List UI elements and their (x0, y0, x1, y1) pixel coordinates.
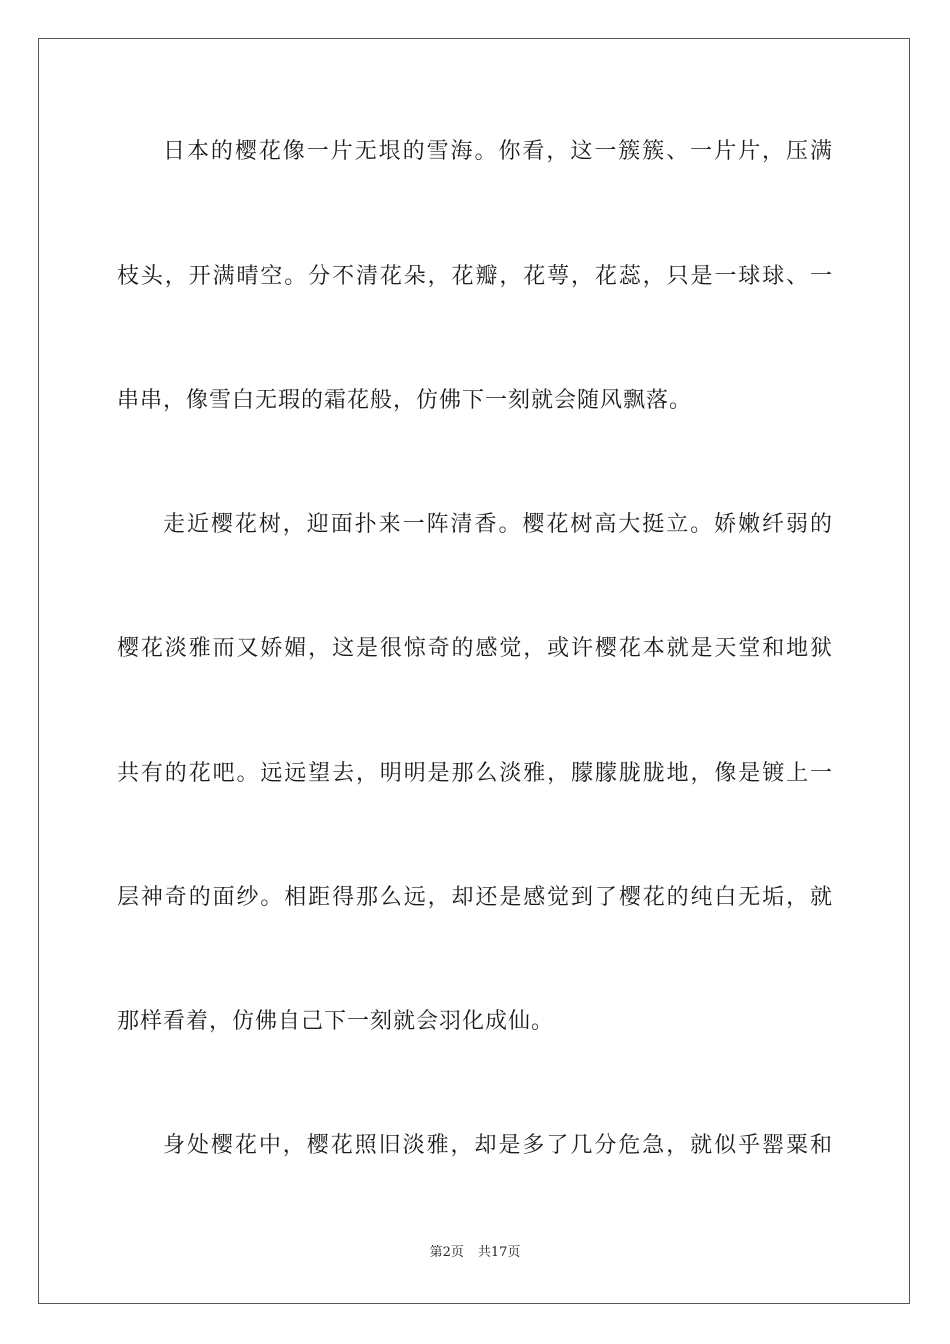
page-number: 第2页 (429, 1245, 464, 1260)
page-total: 共17页 (477, 1245, 521, 1260)
paragraph-2-line-3: 共有的花吧。远远望去，明明是那么淡雅，朦朦胧胧地，像是镀上一 (117, 761, 833, 786)
paragraph-1-line-3: 串串，像雪白无瑕的霜花般，仿佛下一刻就会随风飘落。 (117, 388, 693, 413)
paragraph-2-line-4: 层神奇的面纱。相距得那么远，却还是感觉到了樱花的纯白无垢，就 (117, 885, 833, 910)
page-footer (0, 1244, 950, 1262)
paragraph-1-line-2: 枝头，开满晴空。分不清花朵，花瓣，花萼，花蕊，只是一球球、一 (117, 264, 833, 289)
paragraph-2-line-2: 樱花淡雅而又娇媚，这是很惊奇的感觉，或许樱花本就是天堂和地狱 (117, 636, 833, 661)
paragraph-3-line-1: 身处樱花中，樱花照旧淡雅，却是多了几分危急，就似乎罂粟和 (163, 1133, 833, 1158)
paragraph-1-line-1: 日本的樱花像一片无垠的雪海。你看，这一簇簇、一片片，压满 (163, 139, 833, 164)
page-border (38, 38, 910, 1304)
paragraph-2-line-5: 那样看着，仿佛自己下一刻就会羽化成仙。 (117, 1009, 555, 1034)
paragraph-2-line-1: 走近樱花树，迎面扑来一阵清香。樱花树高大挺立。娇嫩纤弱的 (163, 512, 833, 537)
